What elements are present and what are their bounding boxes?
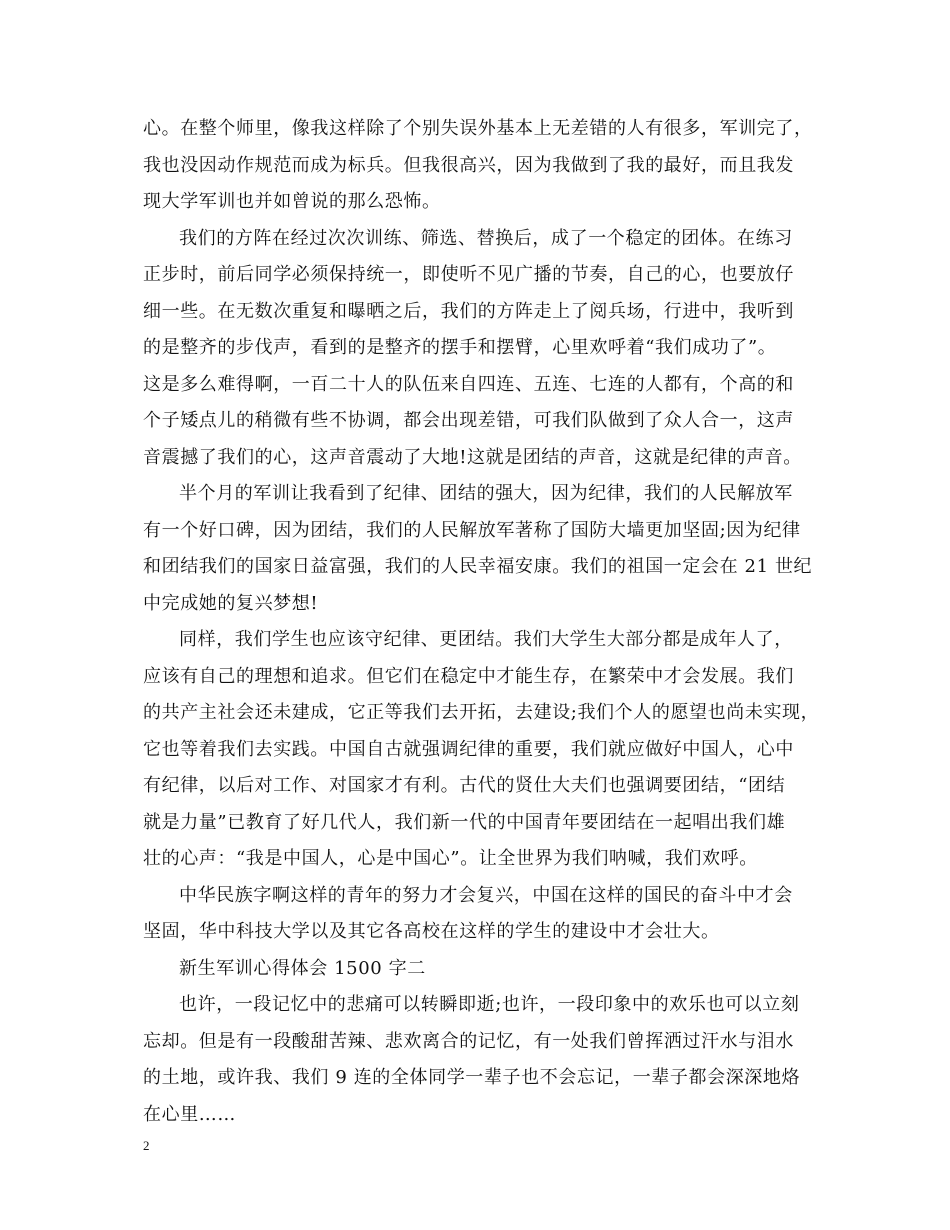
text-line: 坚固，华中科技大学以及其它各高校在这样的学生的建设中才会壮大。 bbox=[143, 921, 720, 942]
paragraph bbox=[143, 476, 826, 622]
text-line: 和团结我们的国家日益富强，我们的人民幸福安康。我们的祖国一定会在 21 世纪 bbox=[143, 556, 813, 577]
text-line: 现大学军训也并如曾说的那么恐怖。 bbox=[143, 191, 441, 212]
text-line: 壮的心声：“我是中国人，心是中国心”。让全世界为我们呐喊，我们欢呼。 bbox=[143, 848, 758, 869]
text-line: 的共产主社会还未建成，它正等我们去开拓，去建设;我们个人的愿望也尚未实现， bbox=[143, 702, 820, 723]
paragraph bbox=[143, 622, 826, 878]
paragraph bbox=[143, 987, 826, 1133]
text-line: 新生军训心得体会 1500 字二 bbox=[179, 957, 426, 979]
text-line: 中完成她的复兴梦想! bbox=[143, 592, 319, 614]
paragraph bbox=[143, 951, 826, 988]
document-body bbox=[143, 111, 826, 1133]
text-line: 我也没因动作规范而成为标兵。但我很高兴，因为我做到了我的最好，而且我发 bbox=[143, 154, 794, 176]
text-line: 在心里…… bbox=[143, 1103, 236, 1125]
page-number: 2 bbox=[143, 1138, 150, 1153]
text-line: 个子矮点儿的稍微有些不协调，都会出现差错，可我们队做到了众人合一，这声 bbox=[143, 410, 794, 431]
text-line: 中华民族字啊这样的青年的努力才会复兴，中国在这样的国民的奋斗中才会 bbox=[179, 884, 793, 906]
text-line: 有纪律，以后对工作、对国家才有利。古代的贤仕大夫们也强调要团结，“团结 bbox=[143, 775, 786, 796]
text-line: 心。在整个师里，像我这样除了个别失误外基本上无差错的人有很多，军训完了， bbox=[143, 118, 813, 139]
text-line: 它也等着我们去实践。中国自古就强调纪律的重要，我们就应做好中国人，心中 bbox=[143, 738, 794, 760]
text-line: 也许，一段记忆中的悲痛可以转瞬即逝;也许，一段印象中的欢乐也可以立刻 bbox=[179, 994, 800, 1015]
text-line: 半个月的军训让我看到了纪律、团结的强大，因为纪律，我们的人民解放军 bbox=[179, 483, 793, 504]
text-line: 我们的方阵在经过次次训练、筛选、替换后，成了一个稳定的团体。在练习 bbox=[179, 227, 793, 249]
text-line: 音震撼了我们的心，这声音震动了大地!这就是团结的声音，这就是纪律的声音。 bbox=[143, 446, 802, 468]
paragraph bbox=[143, 878, 826, 951]
text-line: 这是多么难得啊，一百二十人的队伍来自四连、五连、七连的人都有，个高的和 bbox=[143, 373, 794, 395]
text-line: 有一个好口碑，因为团结，我们的人民解放军著称了国防大墙更加坚固;因为纪律 bbox=[143, 519, 801, 541]
text-line: 的是整齐的步伐声，看到的是整齐的摆手和摆臂，心里欢呼着“我们成功了”。 bbox=[143, 337, 777, 358]
text-line: 就是力量”已教育了好几代人，我们新一代的中国青年要团结在一起唱出我们雄 bbox=[143, 811, 786, 833]
text-line: 忘却。但是有一段酸甜苦辣、悲欢离合的记忆，有一处我们曾挥洒过汗水与泪水 bbox=[143, 1030, 794, 1052]
text-line: 应该有自己的理想和追求。但它们在稳定中才能生存，在繁荣中才会发展。我们 bbox=[143, 665, 794, 687]
paragraph bbox=[143, 111, 826, 221]
text-line: 同样，我们学生也应该守纪律、更团结。我们大学生大部分都是成年人了， bbox=[179, 629, 793, 650]
paragraph bbox=[143, 221, 826, 477]
text-line: 细一些。在无数次重复和曝晒之后，我们的方阵走上了阅兵场，行进中，我听到 bbox=[143, 300, 794, 322]
text-line: 的土地，或许我、我们 9 连的全体同学一辈子也不会忘记，一辈子都会深深地烙 bbox=[143, 1067, 801, 1088]
text-line: 正步时，前后同学必须保持统一，即使听不见广播的节奏，自己的心，也要放仔 bbox=[143, 264, 794, 285]
